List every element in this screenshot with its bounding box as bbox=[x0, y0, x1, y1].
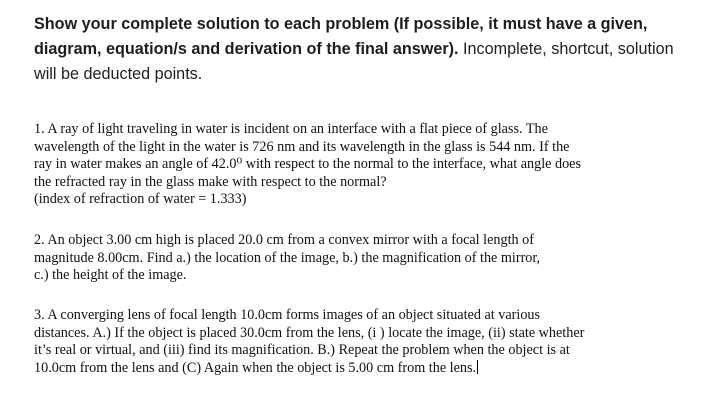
problem-3 bbox=[34, 307, 674, 377]
problem-line: 3. A converging lens of focal length 10.0cm forms images of an object situated at various bbox=[34, 307, 541, 323]
problem-line: 10.0cm from the lens and (C) Again when the object is 5.00 cm from the lens. bbox=[34, 359, 477, 376]
problem-2 bbox=[34, 232, 674, 285]
problem-line: ray in water makes an angle of 42.0⁰ with respect to the normal to the interface, what angle does bbox=[34, 156, 581, 173]
problem-line: (index of refraction of water = 1.333) bbox=[34, 191, 247, 208]
instructions-bold: Show your complete solution to each problem (If possible, it must have a given, diagram, equation/s and derivation of the final answer). bbox=[34, 15, 648, 58]
problem-line: the refracted ray in the glass make with respect to the normal? bbox=[34, 173, 387, 190]
problem-line: 2. An object 3.00 cm high is placed 20.0 cm from a convex mirror with a focal length of bbox=[34, 232, 534, 248]
problem-line: magnitude 8.00cm. Find a.) the location of the image, b.) the magnification of the mirror, bbox=[34, 249, 541, 266]
problem-line: 1. A ray of light traveling in water is incident on an interface with a flat piece of glass. The bbox=[34, 121, 548, 137]
problem-line: distances. A.) If the object is placed 30.0cm from the lens, (i ) locate the image, (ii) state whether bbox=[34, 324, 585, 341]
problem-line: it’s real or virtual, and (iii) find its magnification. B.) Repeat the problem when the object is at bbox=[34, 342, 570, 359]
problem-line: wavelength of the light in the water is 726 nm and its wavelength in the glass is 544 nm. If the bbox=[34, 138, 570, 155]
problem-last-line-editable[interactable] bbox=[34, 360, 674, 378]
problem-1 bbox=[34, 121, 674, 209]
instructions-header bbox=[34, 12, 684, 87]
text-cursor bbox=[477, 360, 478, 374]
problem-line: c.) the height of the image. bbox=[34, 267, 187, 284]
instructions-normal: Incomplete, shortcut, solution will be deducted points. bbox=[34, 40, 674, 83]
